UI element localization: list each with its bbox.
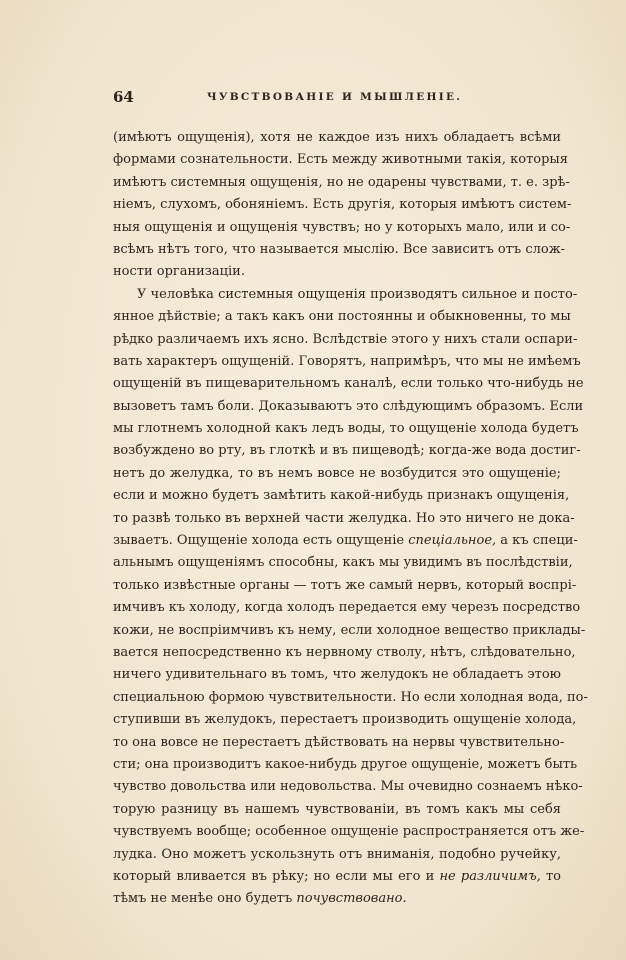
text-line: ности организаціи.	[113, 264, 245, 280]
text-line: вается непосредственно къ нервному стволу, нѣтъ, слѣдовательно,	[113, 644, 576, 660]
text-line: чувство довольства или недовольства. Мы очевидно сознаемъ нѣко-	[113, 779, 583, 795]
text-line: сти; она производитъ какое-нибудь другое ощущеніе, можетъ быть	[113, 756, 578, 772]
text-line: вызоветъ тамъ боли. Доказываютъ это слѣдующимъ образомъ. Если	[113, 398, 584, 414]
text-line: нетъ до желудка, то въ немъ вовсе не возбудится это ощущеніе;	[113, 465, 561, 481]
text-line: рѣдко различаемъ ихъ ясно. Вслѣдствіе этого у нихъ стали оспари-	[113, 331, 578, 347]
text-line: торую разницу въ нашемъ чувствованіи, въ томъ какъ мы себя	[113, 801, 561, 817]
text-line: ныя ощущенія и ощущенія чувствъ; но у которыхъ мало, или и со-	[113, 219, 571, 235]
italic-emphasis: спеціальное,	[408, 533, 497, 549]
text-segment: который вливается въ рѣку; но если мы его и	[113, 868, 440, 884]
text-line: всѣмъ нѣтъ того, что называется мыслію. Все зависитъ отъ слож-	[113, 241, 566, 257]
italic-emphasis: почувствовано.	[296, 891, 407, 907]
italic-emphasis: не различимъ,	[439, 868, 541, 884]
text-line: то она вовсе не перестаетъ дѣйствовать на нервы чувствительно-	[113, 734, 565, 750]
text-line	[113, 866, 561, 888]
text-line: формами сознательности. Есть между животными такія, которыя	[113, 152, 568, 168]
text-line: ніемъ, слухомъ, обоняніемъ. Есть другія, которыя имѣютъ систем-	[113, 197, 572, 213]
text-line: янное дѣйствіе; а такъ какъ они постоянны и обыкновенны, то мы	[113, 309, 571, 325]
text-segment: а къ специ-	[496, 533, 578, 549]
running-title: ЧУВСТВОВАНІЕ И МЫШЛЕНІЕ.	[207, 91, 463, 103]
text-line: имчивъ къ холоду, когда холодъ передается ему черезъ посредство	[113, 600, 581, 616]
text-line: ступивши въ желудокъ, перестаетъ производить ощущеніе холода,	[113, 712, 577, 728]
page-header	[113, 88, 561, 112]
text-line: альнымъ ощущеніямъ способны, какъ мы увидимъ въ послѣдствіи,	[113, 555, 573, 571]
text-line: вать характеръ ощущеній. Говорятъ, напримѣръ, что мы не имѣемъ	[113, 353, 581, 369]
text-line: ощущеній въ пищеварительномъ каналѣ, если только что-нибудь не	[113, 376, 584, 392]
text-line: У человѣка системныя ощущенія производятъ сильное и посто-	[137, 286, 578, 302]
text-line: чувствуемъ вообще; особенное ощущеніе распространяется отъ же-	[113, 824, 585, 840]
text-line: возбуждено во рту, въ глоткѣ и въ пищеводѣ; когда-же вода достиг-	[113, 443, 581, 459]
text-line: мы глотнемъ холодной какъ ледъ воды, то ощущеніе холода будетъ	[113, 421, 579, 437]
text-segment: то	[540, 868, 562, 884]
text-line: (имѣютъ ощущенія), хотя не каждое изъ нихъ обладаетъ всѣми	[113, 130, 561, 145]
text-line: лудка. Оно можетъ ускользнуть отъ вниманія, подобно ручейку,	[113, 846, 561, 862]
text-line: только извѣстные органы — тотъ же самый нервъ, который воспрі-	[113, 577, 577, 593]
text-line: то развѣ только въ верхней части желудка. Но это ничего не дока-	[113, 510, 575, 526]
text-line: специальною формою чувствительности. Но если холодная вода, по-	[113, 689, 588, 705]
text-line	[113, 888, 561, 910]
text-line: имѣютъ системныя ощущенія, но не одарены чувствами, т. е. зрѣ-	[113, 174, 570, 190]
text-segment: зываетъ. Ощущеніе холода есть ощущеніе	[113, 533, 409, 549]
text-line: ничего удивительнаго въ томъ, что желудокъ не обладаетъ этою	[113, 667, 561, 683]
text-line: если и можно будетъ замѣтить какой-нибудь признакъ ощущенія,	[113, 488, 570, 504]
text-segment: тѣмъ не менѣе оно будетъ	[113, 891, 297, 907]
page-number: 64	[113, 88, 134, 106]
body-text	[113, 127, 588, 911]
text-line	[113, 530, 578, 552]
text-line: кожи, не воспріимчивъ къ нему, если холодное вещество приклады-	[113, 622, 586, 638]
